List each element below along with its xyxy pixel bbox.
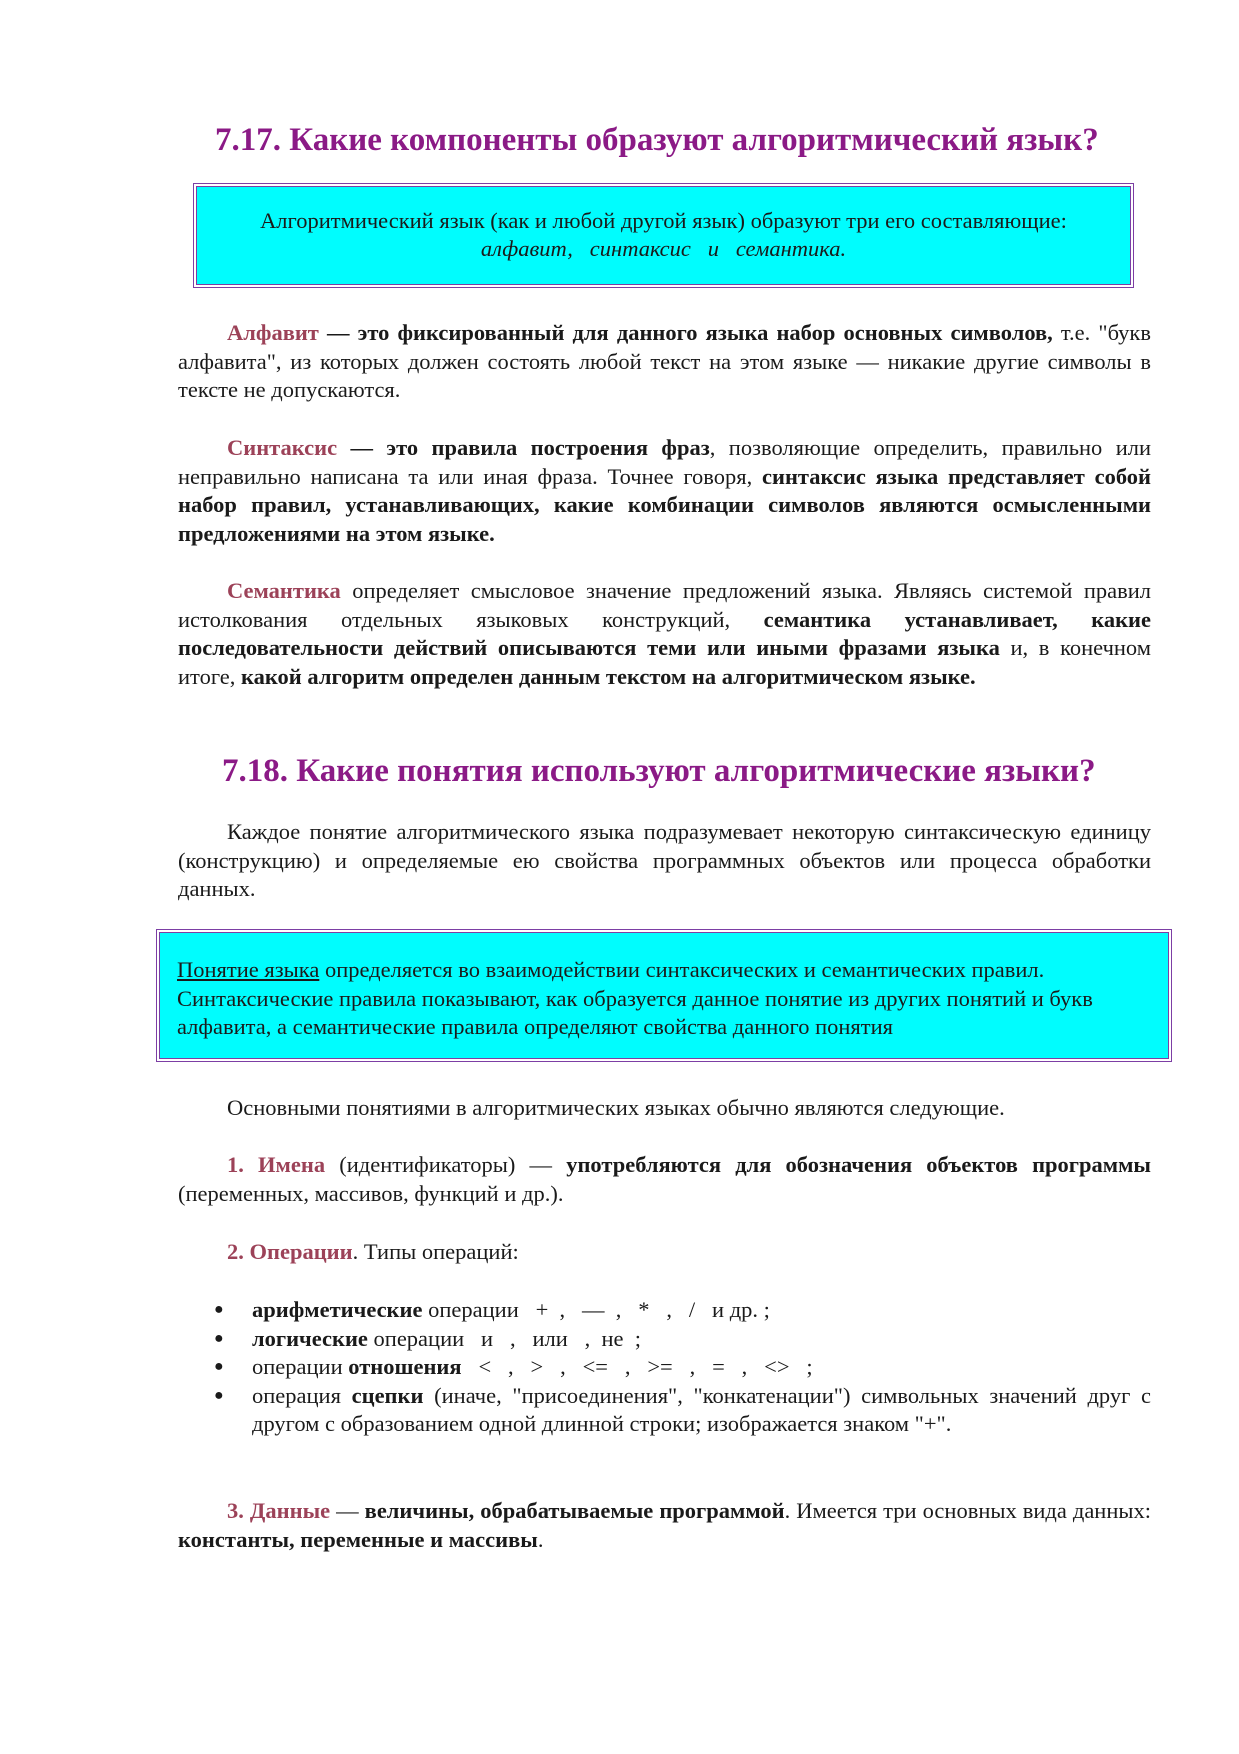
- arithmetic-label: арифметические: [252, 1297, 423, 1322]
- syntax-definition: — это правила построения фраз: [337, 435, 710, 460]
- concept-box-body: определяется во взаимодействии синтаксических и семантических правил. Синтаксические правила показывают, как образуется данное понятие из других понятий и букв алфавита, а семантические правила определяют свойства данного понятия: [177, 957, 1093, 1039]
- term-syntax: Синтаксис: [227, 435, 338, 460]
- names-bold: употребляются для обозначения объектов программы: [566, 1152, 1151, 1177]
- item-3-number: 3.: [227, 1498, 244, 1523]
- box-line-1: Алгоритмический язык (как и любой другой язык) образуют три его составляющие:: [260, 208, 1067, 233]
- data-text-3: .: [537, 1526, 544, 1552]
- term-data: Данные: [249, 1498, 331, 1523]
- syntax-bold-text: синтаксис языка представляет собой набор правил, устанавливающих, какие комбинации символов являются осмысленными предложениями на этом языке.: [178, 463, 1152, 546]
- logical-ops: операции и , или , не ;: [367, 1325, 642, 1351]
- definition-box-language: [196, 186, 1131, 285]
- paragraph-semantics: [178, 577, 1151, 691]
- item-names: [178, 1151, 1151, 1208]
- term-operations: Операции: [249, 1239, 353, 1264]
- concat-prefix: операция: [252, 1382, 352, 1408]
- item-data: [178, 1497, 1151, 1554]
- operations-text: . Типы операций:: [352, 1239, 519, 1264]
- list-item-arithmetic: [178, 1296, 1151, 1325]
- relations-ops: < , > , <= , >= , = , <> ;: [461, 1354, 813, 1379]
- data-bold-1: величины, обрабатываемые программой: [364, 1498, 785, 1523]
- alphabet-text: т.е. "букв алфавита", из которых должен состоять любой текст на этом языке — никакие другие символы в тексте не допускаются.: [178, 320, 1151, 402]
- bullet-icon: ●: [214, 1386, 224, 1404]
- logical-label: логические: [252, 1325, 368, 1351]
- paragraph-concept-intro: Каждое понятие алгоритмического языка подразумевает некоторую синтаксическую единицу (конструкцию) и определяемые ею свойства программных объектов или процесса обработки данных.: [178, 819, 1151, 901]
- concat-text: (иначе, "присоединения", "конкатенации") символьных значений друг с другом с образованием одной длинной строки; изображается знаком "+".: [252, 1382, 1151, 1436]
- term-names: Имена: [258, 1152, 326, 1177]
- alphabet-definition: — это фиксированный для данного языка набор основных символов,: [318, 320, 1053, 345]
- semantics-text-1: определяет смысловое значение предложений языка. Являясь системой правил истолкования отдельных языковых конструкций,: [178, 578, 1151, 632]
- item-operations: [178, 1238, 1151, 1267]
- definition-box-concept: [159, 932, 1169, 1059]
- concept-box-text: [177, 956, 1149, 1042]
- item-2-number: 2.: [227, 1239, 244, 1264]
- list-item-concatenation: [178, 1382, 1151, 1439]
- relations-prefix: операции: [252, 1354, 349, 1379]
- section-heading-7-18: 7.18. Какие понятия используют алгоритмические языки?: [222, 753, 1096, 789]
- data-text-2: . Имеется три основных вида данных:: [784, 1498, 1152, 1523]
- semantics-bold-1: семантика устанавливает, какие последовательности действий описываются теми или иными фразами языка: [178, 606, 1151, 660]
- names-text-2: (переменных, массивов, функций и др.).: [178, 1180, 564, 1206]
- term-alphabet: Алфавит: [227, 320, 319, 345]
- bullet-icon: ●: [214, 1358, 224, 1375]
- list-item-logical: [178, 1325, 1151, 1354]
- operations-list: [178, 1296, 1151, 1439]
- section-heading-7-17: 7.17. Какие компоненты образуют алгоритмический язык?: [215, 122, 1099, 158]
- list-item-relations: [178, 1353, 1151, 1382]
- box-line-2: алфавит, синтаксис и семантика.: [480, 236, 847, 261]
- paragraph-alphabet: [178, 319, 1151, 405]
- paragraph-syntax: [178, 434, 1151, 548]
- arithmetic-ops: операции + , — , * , / и др. ;: [422, 1297, 770, 1322]
- term-semantics: Семантика: [227, 578, 341, 603]
- paragraph-main-concepts: Основными понятиями в алгоритмических языках обычно являются следующие.: [227, 1095, 1005, 1120]
- bullet-icon: ●: [214, 1301, 224, 1318]
- data-text-1: —: [330, 1498, 365, 1523]
- concept-term-underlined: Понятие языка: [177, 957, 320, 982]
- semantics-bold-2: какой алгоритм определен данным текстом на алгоритмическом языке.: [241, 663, 976, 689]
- data-bold-2: константы, переменные и массивы: [178, 1526, 538, 1552]
- relations-label: отношения: [348, 1354, 462, 1379]
- bullet-icon: ●: [214, 1329, 224, 1347]
- names-text-1: (идентификаторы) —: [325, 1152, 567, 1177]
- syntax-text: , позволяющие определить, правильно или неправильно написана та или иная фраза. Точнее говоря,: [178, 435, 1152, 489]
- semantics-text-2: и, в конечном итоге,: [178, 635, 1151, 689]
- concat-label: сцепки: [351, 1382, 424, 1408]
- item-1-number: 1.: [227, 1152, 244, 1177]
